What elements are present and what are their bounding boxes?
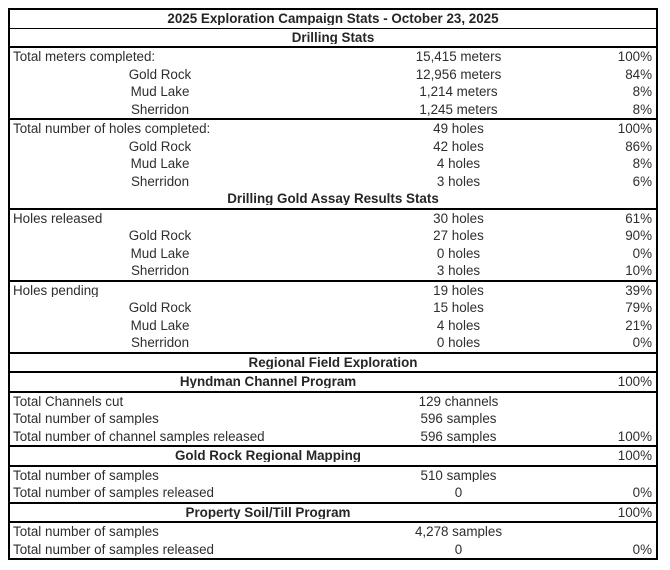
table-block — [10, 29, 656, 49]
row-percent: 100% — [617, 449, 652, 463]
sub-stat-row — [10, 66, 656, 84]
table-block — [10, 393, 656, 448]
table-block — [10, 523, 656, 558]
row-percent: 100% — [617, 50, 652, 64]
sub-stat-row — [10, 299, 656, 317]
row-label: Total number of samples — [13, 468, 159, 482]
table-title-row — [10, 10, 656, 28]
row-value: 4,278 samples — [414, 525, 503, 539]
row-percent: 61% — [625, 211, 652, 225]
section-header-row — [10, 190, 656, 208]
row-percent: 100% — [617, 375, 652, 389]
sub-stat-row — [10, 334, 656, 352]
table-block — [10, 467, 656, 504]
section-header-row — [10, 29, 656, 47]
row-label: Sherridon — [130, 174, 190, 188]
row-label: Total meters completed: — [13, 50, 156, 64]
row-percent: 100% — [617, 429, 652, 443]
row-label: Mud Lake — [130, 157, 190, 171]
row-value: 15 holes — [433, 301, 484, 315]
row-label: Total number of samples released — [13, 486, 214, 500]
sub-stat-row — [10, 262, 656, 280]
row-label: Total Channels cut — [13, 394, 124, 408]
table-block — [10, 48, 656, 120]
row-label: Holes released — [13, 211, 103, 225]
row-percent: 84% — [625, 67, 652, 81]
stat-row — [10, 48, 656, 66]
sub-stat-row — [10, 101, 656, 119]
row-label: Gold Rock — [128, 301, 192, 315]
sub-stat-row — [10, 155, 656, 173]
row-value: 1,245 meters — [419, 102, 498, 116]
row-percent: 100% — [617, 122, 652, 136]
stat-row — [10, 393, 656, 411]
row-value: 596 samples — [420, 429, 497, 443]
row-percent: 21% — [625, 318, 652, 332]
table-block — [10, 373, 656, 393]
row-label: Total number of holes completed: — [13, 122, 211, 136]
row-value: 0 holes — [436, 336, 481, 350]
row-value: 12,956 meters — [415, 67, 502, 81]
sub-stat-row — [10, 83, 656, 101]
row-label: Sherridon — [130, 102, 190, 116]
row-percent: 0% — [632, 542, 652, 556]
program-title: Gold Rock Regional Mapping — [175, 449, 361, 463]
row-label: Holes pending — [13, 283, 99, 297]
row-percent: 86% — [625, 139, 652, 153]
stat-row — [10, 523, 656, 541]
stat-row — [10, 210, 656, 228]
program-header-row — [10, 373, 656, 391]
row-value: 596 samples — [420, 412, 497, 426]
row-label: Total number of samples released — [13, 542, 214, 556]
row-value: 15,415 meters — [415, 50, 502, 64]
section-title: Drilling Stats — [291, 30, 375, 44]
row-percent: 90% — [625, 229, 652, 243]
stat-row — [10, 467, 656, 485]
program-header-row — [10, 504, 656, 522]
row-label: Gold Rock — [128, 139, 192, 153]
row-label: Total number of samples — [13, 525, 159, 539]
stat-row — [10, 282, 656, 300]
page-title: 2025 Exploration Campaign Stats - October 23, 2025 — [167, 12, 499, 26]
row-value: 3 holes — [436, 174, 481, 188]
row-label: Total number of samples — [13, 412, 159, 426]
sub-stat-row — [10, 173, 656, 191]
sub-stat-row — [10, 245, 656, 263]
row-value: 19 holes — [433, 283, 484, 297]
row-label: Total number of channel samples released — [13, 429, 265, 443]
row-percent: 39% — [625, 283, 652, 297]
row-value: 4 holes — [436, 157, 481, 171]
row-label: Gold Rock — [128, 229, 192, 243]
row-value: 0 holes — [436, 246, 481, 260]
row-percent: 0% — [632, 486, 652, 500]
row-percent: 0% — [632, 336, 652, 350]
row-percent: 79% — [625, 301, 652, 315]
row-value: 510 samples — [420, 468, 497, 482]
stat-row — [10, 410, 656, 428]
row-percent: 8% — [632, 85, 652, 99]
row-percent: 6% — [632, 174, 652, 188]
row-value: 3 holes — [436, 264, 481, 278]
row-label: Sherridon — [130, 336, 190, 350]
table-block — [10, 210, 656, 282]
row-value: 49 holes — [433, 122, 484, 136]
row-label: Mud Lake — [130, 85, 190, 99]
table-block — [10, 282, 656, 354]
table-block — [10, 10, 656, 29]
stat-row — [10, 484, 656, 502]
sub-stat-row — [10, 317, 656, 335]
row-value: 4 holes — [436, 318, 481, 332]
section-header-row — [10, 354, 656, 372]
row-value: 42 holes — [433, 139, 484, 153]
row-value: 30 holes — [433, 211, 484, 225]
table-block — [10, 504, 656, 524]
row-label: Mud Lake — [130, 246, 190, 260]
row-percent: 8% — [632, 157, 652, 171]
row-label: Mud Lake — [130, 318, 190, 332]
exploration-stats-table — [8, 8, 658, 560]
sub-stat-row — [10, 138, 656, 156]
table-block — [10, 447, 656, 467]
row-value: 27 holes — [433, 229, 484, 243]
stat-row — [10, 120, 656, 138]
row-value: 1,214 meters — [419, 85, 498, 99]
row-value: 0 — [454, 486, 463, 500]
row-value: 129 channels — [418, 394, 499, 408]
stat-row — [10, 541, 656, 559]
row-value: 0 — [454, 542, 463, 556]
row-label: Sherridon — [130, 264, 190, 278]
row-percent: 8% — [632, 102, 652, 116]
row-percent: 0% — [632, 246, 652, 260]
table-block — [10, 354, 656, 374]
stat-row — [10, 428, 656, 446]
program-title: Hyndman Channel Program — [179, 375, 357, 389]
row-percent: 100% — [617, 505, 652, 519]
section-title: Drilling Gold Assay Results Stats — [227, 192, 439, 206]
section-title: Regional Field Exploration — [248, 355, 418, 369]
program-title: Property Soil/Till Program — [185, 505, 351, 519]
sub-stat-row — [10, 227, 656, 245]
row-percent: 10% — [625, 264, 652, 278]
row-label: Gold Rock — [128, 67, 192, 81]
program-header-row — [10, 447, 656, 465]
table-block — [10, 120, 656, 210]
